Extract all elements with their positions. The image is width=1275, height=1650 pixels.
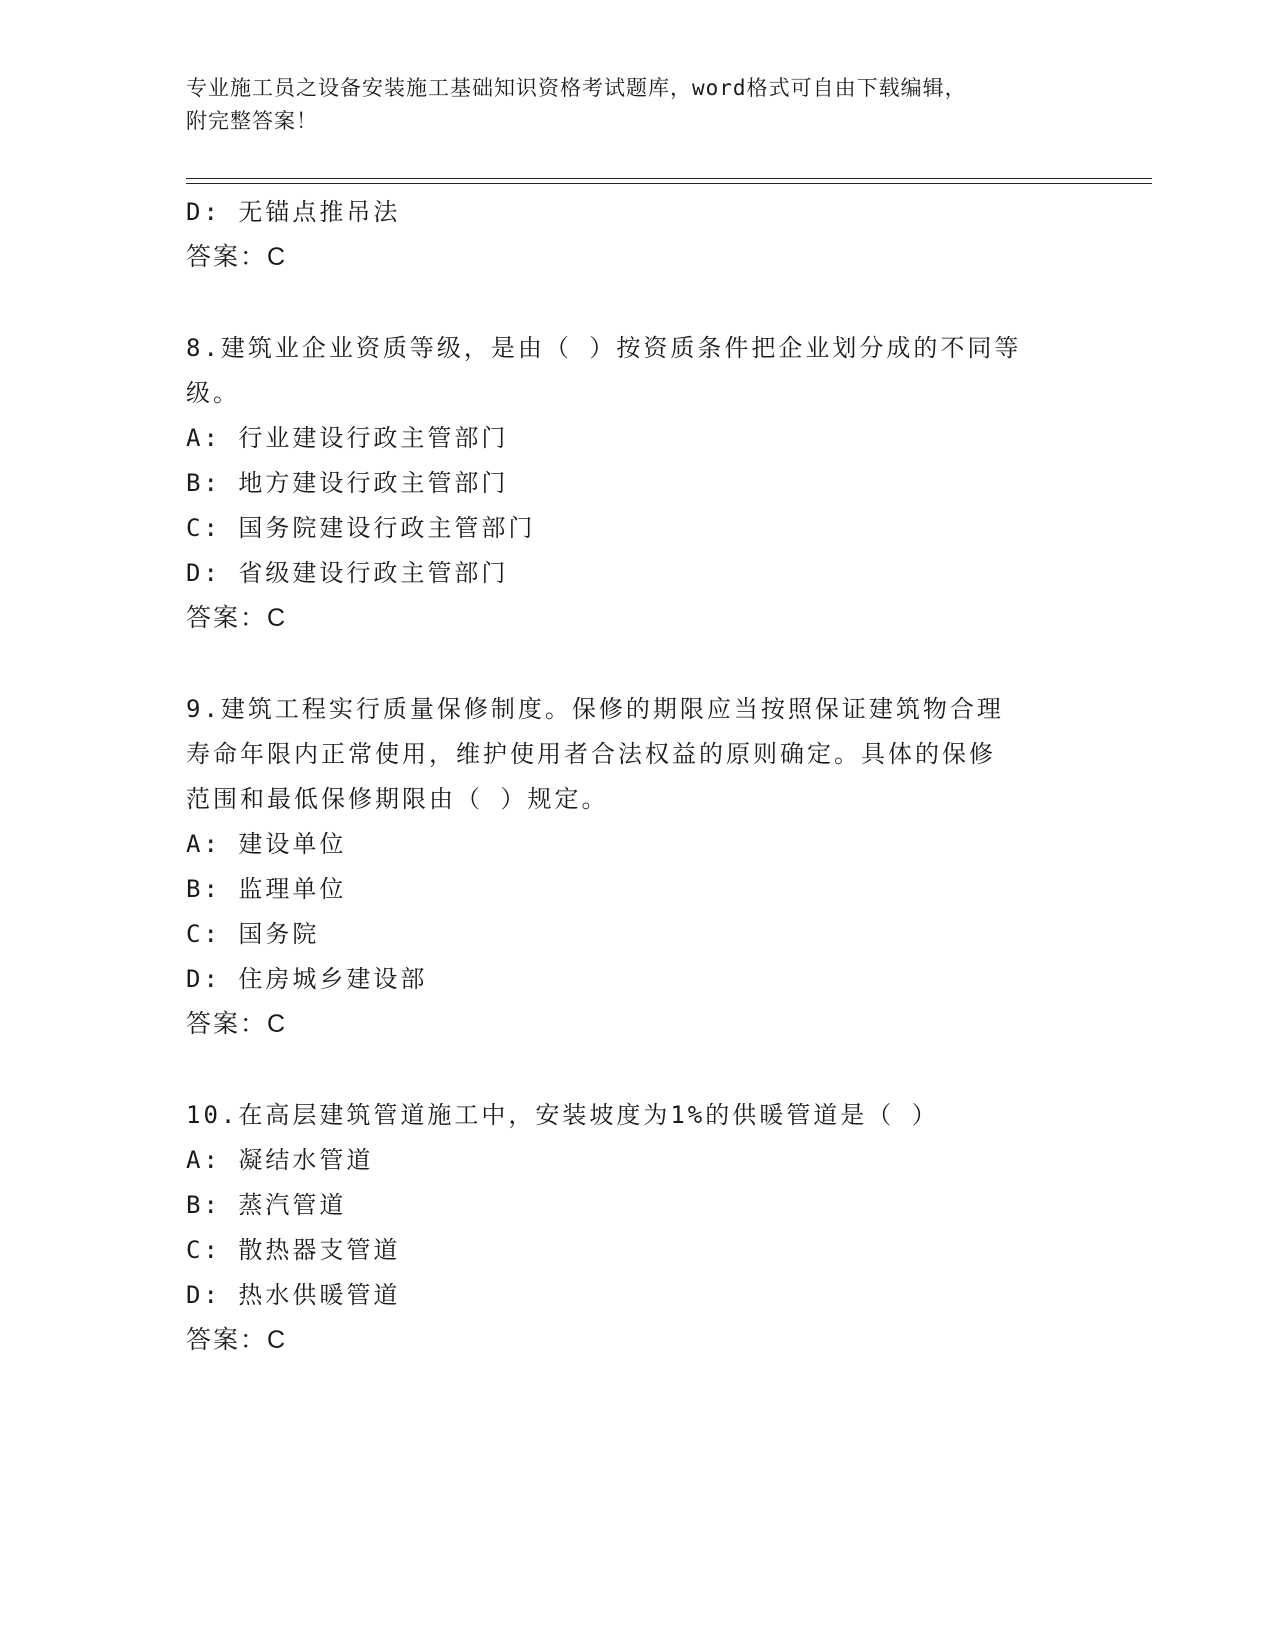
question-9 [186,687,1086,1047]
question-stem-line: 寿命年限内正常使用，维护使用者合法权益的原则确定。具体的保修 [186,740,996,768]
question-8 [186,326,1086,641]
option-b: B: 蒸汽管道 [186,1191,347,1219]
answer-line: 答案：C [186,1326,288,1354]
answer-line: 答案：C [186,243,288,271]
option-a: A: 建设单位 [186,830,347,858]
answer-line: 答案：C [186,604,288,632]
question-stem-line: 8.建筑业企业资质等级，是由（ ）按资质条件把企业划分成的不同等 [186,334,1022,362]
question-stem-line: 10.在高层建筑管道施工中，安装坡度为1%的供暖管道是（ ） [186,1101,939,1129]
document-header [186,72,1086,138]
option-b: B: 监理单位 [186,875,347,903]
question-stem-line: 范围和最低保修期限由（ ）规定。 [186,785,609,813]
option-a: A: 行业建设行政主管部门 [186,424,509,452]
previous-question-tail [186,190,1086,280]
option-d: D: 住房城乡建设部 [186,965,428,993]
option-d: D: 省级建设行政主管部门 [186,559,509,587]
question-10 [186,1093,1086,1363]
option-b: B: 地方建设行政主管部门 [186,469,509,497]
option-c: C: 国务院建设行政主管部门 [186,514,536,542]
header-divider-bottom [186,183,1152,184]
header-line-1: 专业施工员之设备安装施工基础知识资格考试题库，word格式可自由下载编辑， [186,76,967,100]
question-stem-line: 级。 [186,379,240,407]
header-line-2: 附完整答案！ [186,109,318,133]
header-divider-top [186,178,1152,179]
option-d: D: 无锚点推吊法 [186,198,401,226]
question-stem-line: 9.建筑工程实行质量保修制度。保修的期限应当按照保证建筑物合理 [186,695,1004,723]
option-d: D: 热水供暖管道 [186,1281,401,1309]
question-content [186,190,1086,1363]
option-c: C: 散热器支管道 [186,1236,401,1264]
option-a: A: 凝结水管道 [186,1146,374,1174]
option-c: C: 国务院 [186,920,320,948]
answer-line: 答案：C [186,1010,288,1038]
